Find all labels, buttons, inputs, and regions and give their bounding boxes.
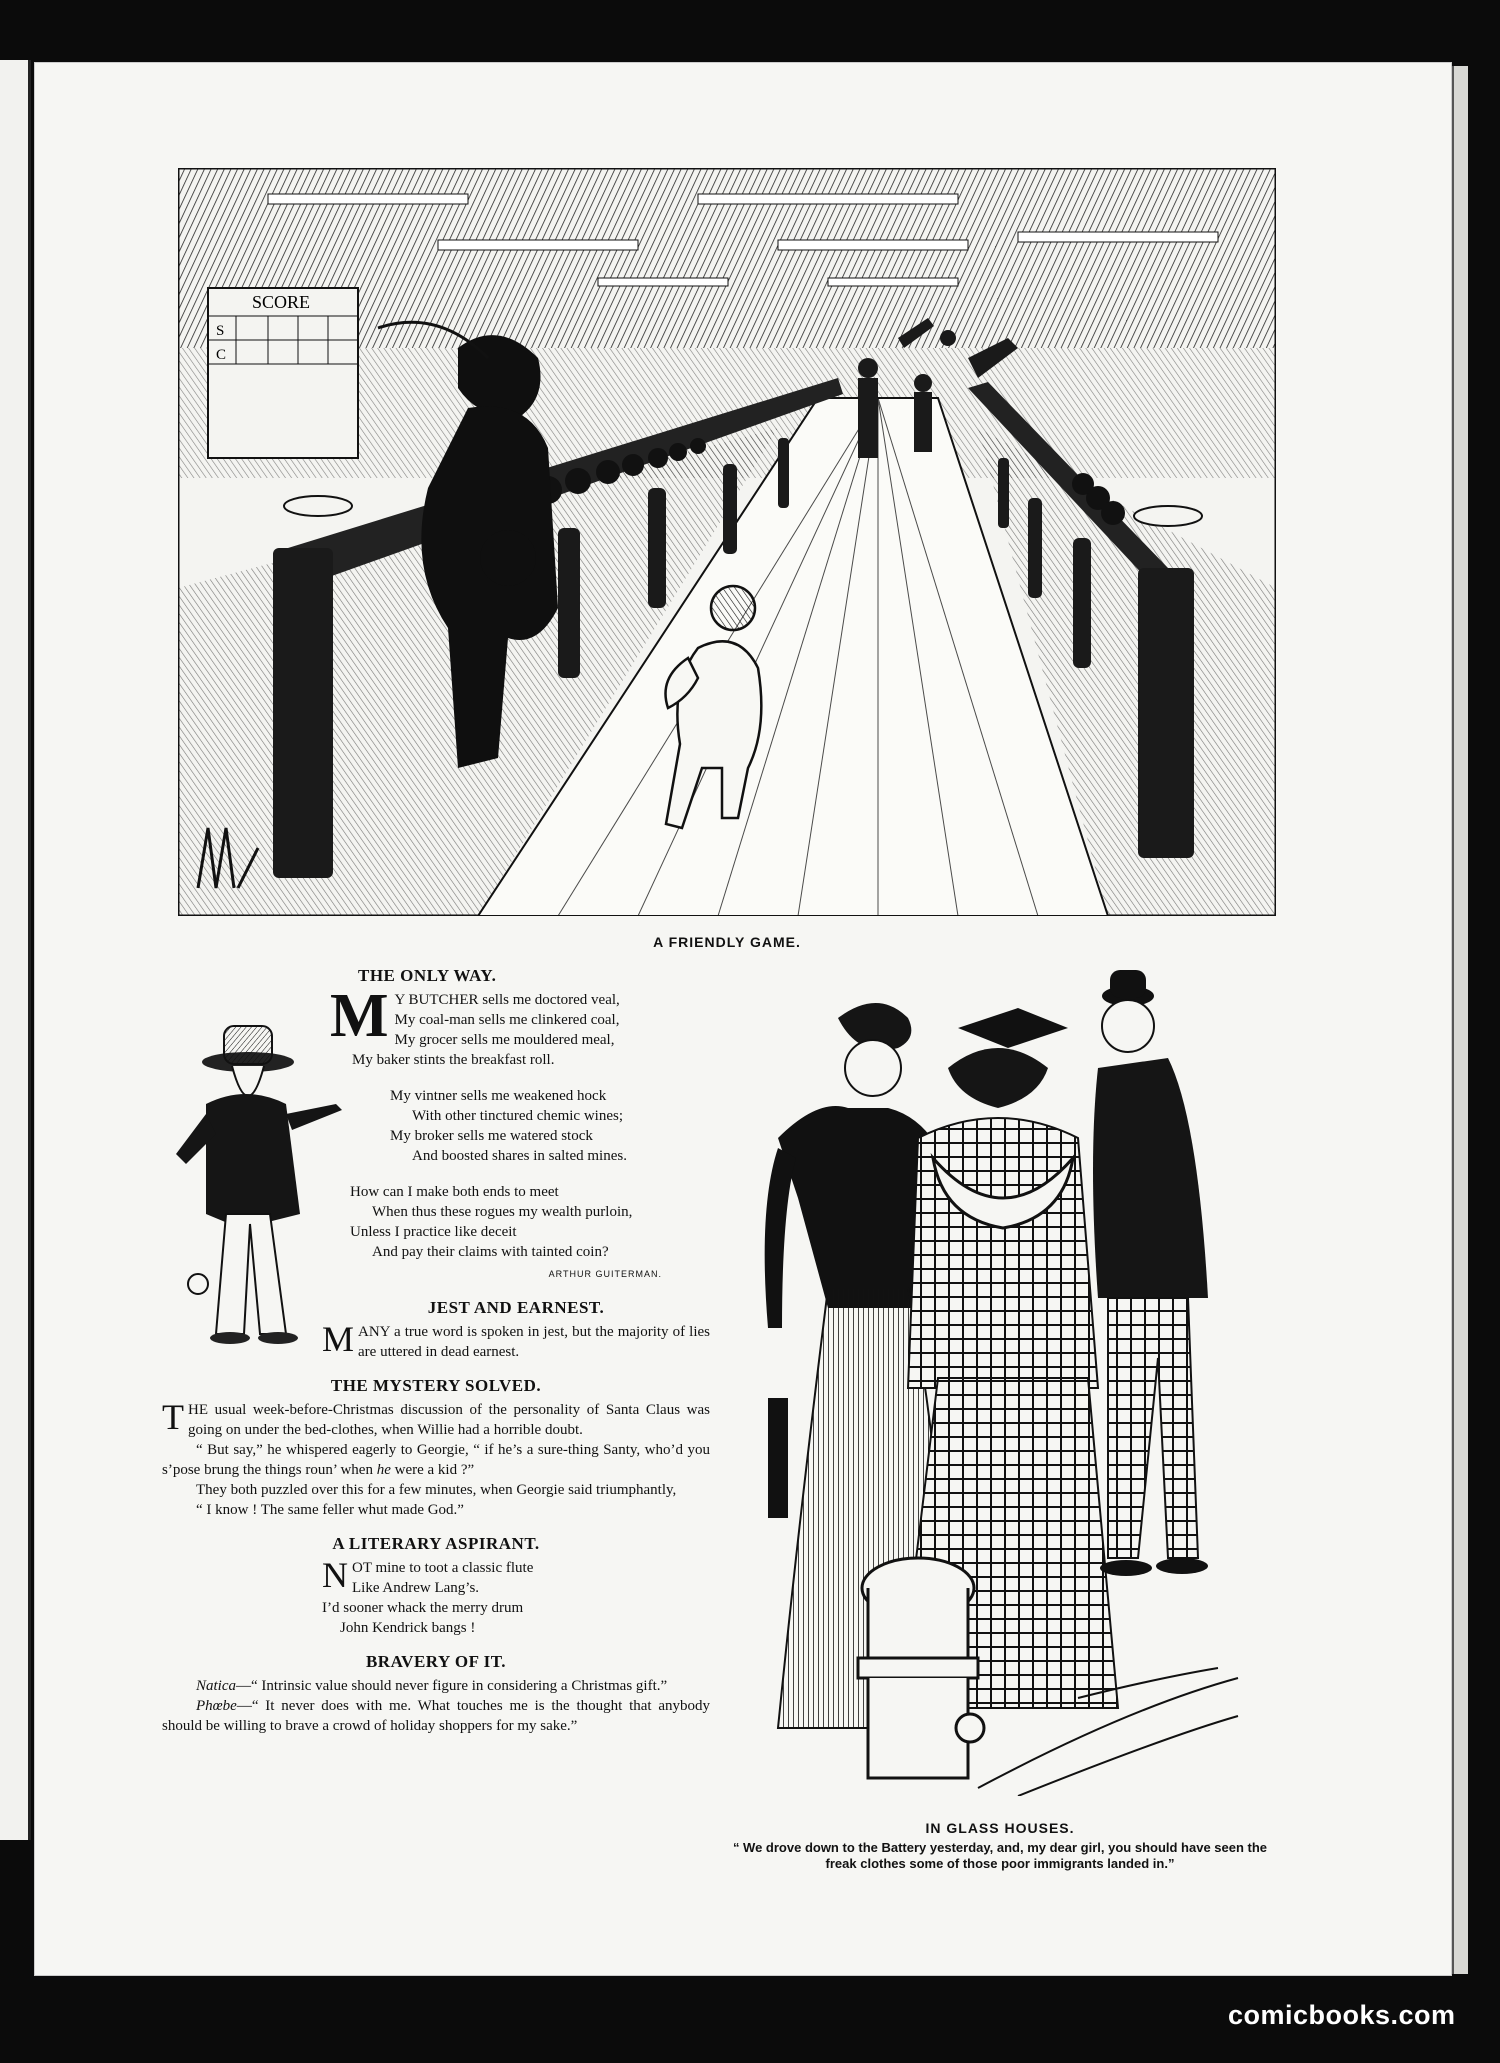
- bowling-alley-illustration: [178, 168, 1276, 916]
- mystery-paragraph-3: They both puzzled over this for a few minutes, when Georgie said triumphantly,: [196, 1482, 677, 1498]
- top-illustration-caption: A FRIENDLY GAME.: [653, 934, 801, 950]
- bravery-speaker-1: Natica: [196, 1678, 236, 1694]
- left-text-column: [162, 966, 710, 1736]
- aspirant-line: I’d sooner whack the merry drum: [322, 1600, 524, 1616]
- mystery-dropcap: T: [162, 1397, 184, 1437]
- jest-dropcap: M: [322, 1319, 355, 1359]
- poem-line: My baker stints the breakfast roll.: [352, 1052, 555, 1068]
- poem-line: How can I make both ends to meet: [350, 1184, 559, 1200]
- right-illustration-caption: [718, 1820, 1282, 1872]
- old-man-illustration: [166, 1004, 376, 1374]
- aspirant-section: [162, 1534, 710, 1638]
- jest-title: JEST AND EARNEST.: [427, 1298, 605, 1317]
- bravery-section: [162, 1652, 710, 1736]
- site-watermark: comicbooks.com: [1228, 2000, 1456, 2030]
- aspirant-dropcap: N: [322, 1555, 348, 1595]
- aspirant-line: Like Andrew Lang’s.: [352, 1580, 480, 1596]
- poem-only-way: [162, 966, 710, 1284]
- mystery-paragraph-2a: “ But say,” he whispered eagerly to Georgie, “ if he’s a sure-thing Santy, who’d you s’pose brung the things roun’ when: [162, 1442, 710, 1478]
- poem-line: My broker sells me watered stock: [390, 1128, 593, 1144]
- poem-line: My coal-man sells me clinkered coal,: [394, 1012, 620, 1028]
- poem-line: My grocer sells me mouldered meal,: [394, 1032, 615, 1048]
- bowling-alley-drawing: [178, 168, 1276, 916]
- poem-author: ARTHUR GUITERMAN.: [548, 1269, 662, 1279]
- scoreboard: [208, 288, 358, 458]
- right-caption-quote: “ We drove down to the Battery yesterday, and, my dear girl, you should have seen the freak clothes some of those poor immigrants landed in.”: [732, 1840, 1268, 1871]
- scoreboard-row-s: S: [216, 323, 225, 339]
- mystery-paragraph-4: “ I know ! The same feller whut made God.”: [196, 1502, 464, 1518]
- glass-houses-illustration: [718, 968, 1282, 1796]
- poem-line: My vintner sells me weakened hock: [390, 1088, 607, 1104]
- scoreboard-title: SCORE: [252, 292, 311, 312]
- poem-body: [330, 982, 710, 1284]
- right-caption-title: IN GLASS HOUSES.: [925, 1820, 1075, 1836]
- poem-line: And pay their claims with tainted coin?: [372, 1244, 609, 1260]
- bravery-line-1: —“ Intrinsic value should never figure in considering a Christmas gift.”: [236, 1678, 668, 1694]
- jest-text: ANY a true word is spoken in jest, but the majority of lies are uttered in dead earnest.: [358, 1324, 710, 1360]
- aspirant-line: OT mine to toot a classic flute: [352, 1560, 534, 1576]
- mystery-title: THE MYSTERY SOLVED.: [330, 1376, 542, 1395]
- mystery-section: [162, 1376, 710, 1520]
- poem-stanza-2: [390, 1086, 710, 1166]
- previous-page-edge: [0, 60, 31, 1840]
- fire-hydrant: [858, 1558, 984, 1778]
- poem-title: THE ONLY WAY.: [358, 966, 497, 985]
- old-man-drawing: [166, 1004, 376, 1374]
- poem-stanza-3: [350, 1182, 710, 1262]
- poem-line: Y BUTCHER sells me doctored veal,: [394, 992, 620, 1008]
- poem-line: Unless I practice like deceit: [350, 1224, 517, 1240]
- aspirant-title: A LITERARY ASPIRANT.: [332, 1534, 540, 1553]
- poem-dropcap: M: [330, 982, 389, 1050]
- aspirant-verse: [322, 1555, 710, 1638]
- poem-line: With other tinctured chemic wines;: [412, 1108, 623, 1124]
- aspirant-line: John Kendrick bangs !: [340, 1620, 476, 1636]
- poem-line: And boosted shares in salted mines.: [412, 1148, 627, 1164]
- poem-line: When thus these rogues my wealth purloin,: [372, 1204, 633, 1220]
- poem-stanza-1: [330, 982, 710, 1070]
- glass-houses-drawing: [718, 968, 1282, 1796]
- scoreboard-row-c: C: [216, 347, 227, 363]
- mystery-paragraph-1: HE usual week-before-Christmas discussion of the personality of Santa Claus was going on under the bed-clothes, when Willie had a horrible doubt.: [188, 1402, 710, 1438]
- man-in-plaid-trousers: [1093, 970, 1208, 1576]
- page-edge-shadow: [1452, 66, 1468, 1974]
- bravery-title: BRAVERY OF IT.: [365, 1652, 507, 1671]
- mystery-paragraph-2-emphasis: he: [376, 1462, 391, 1478]
- jest-section: [322, 1298, 710, 1362]
- bravery-line-2: —“ It never does with me. What touches me is the thought that anybody should be willing to brave a crowd of holiday shoppers for my sake.”: [162, 1698, 710, 1734]
- bravery-speaker-2: Phœbe: [196, 1698, 237, 1714]
- mystery-paragraph-2b: were a kid ?”: [390, 1462, 475, 1478]
